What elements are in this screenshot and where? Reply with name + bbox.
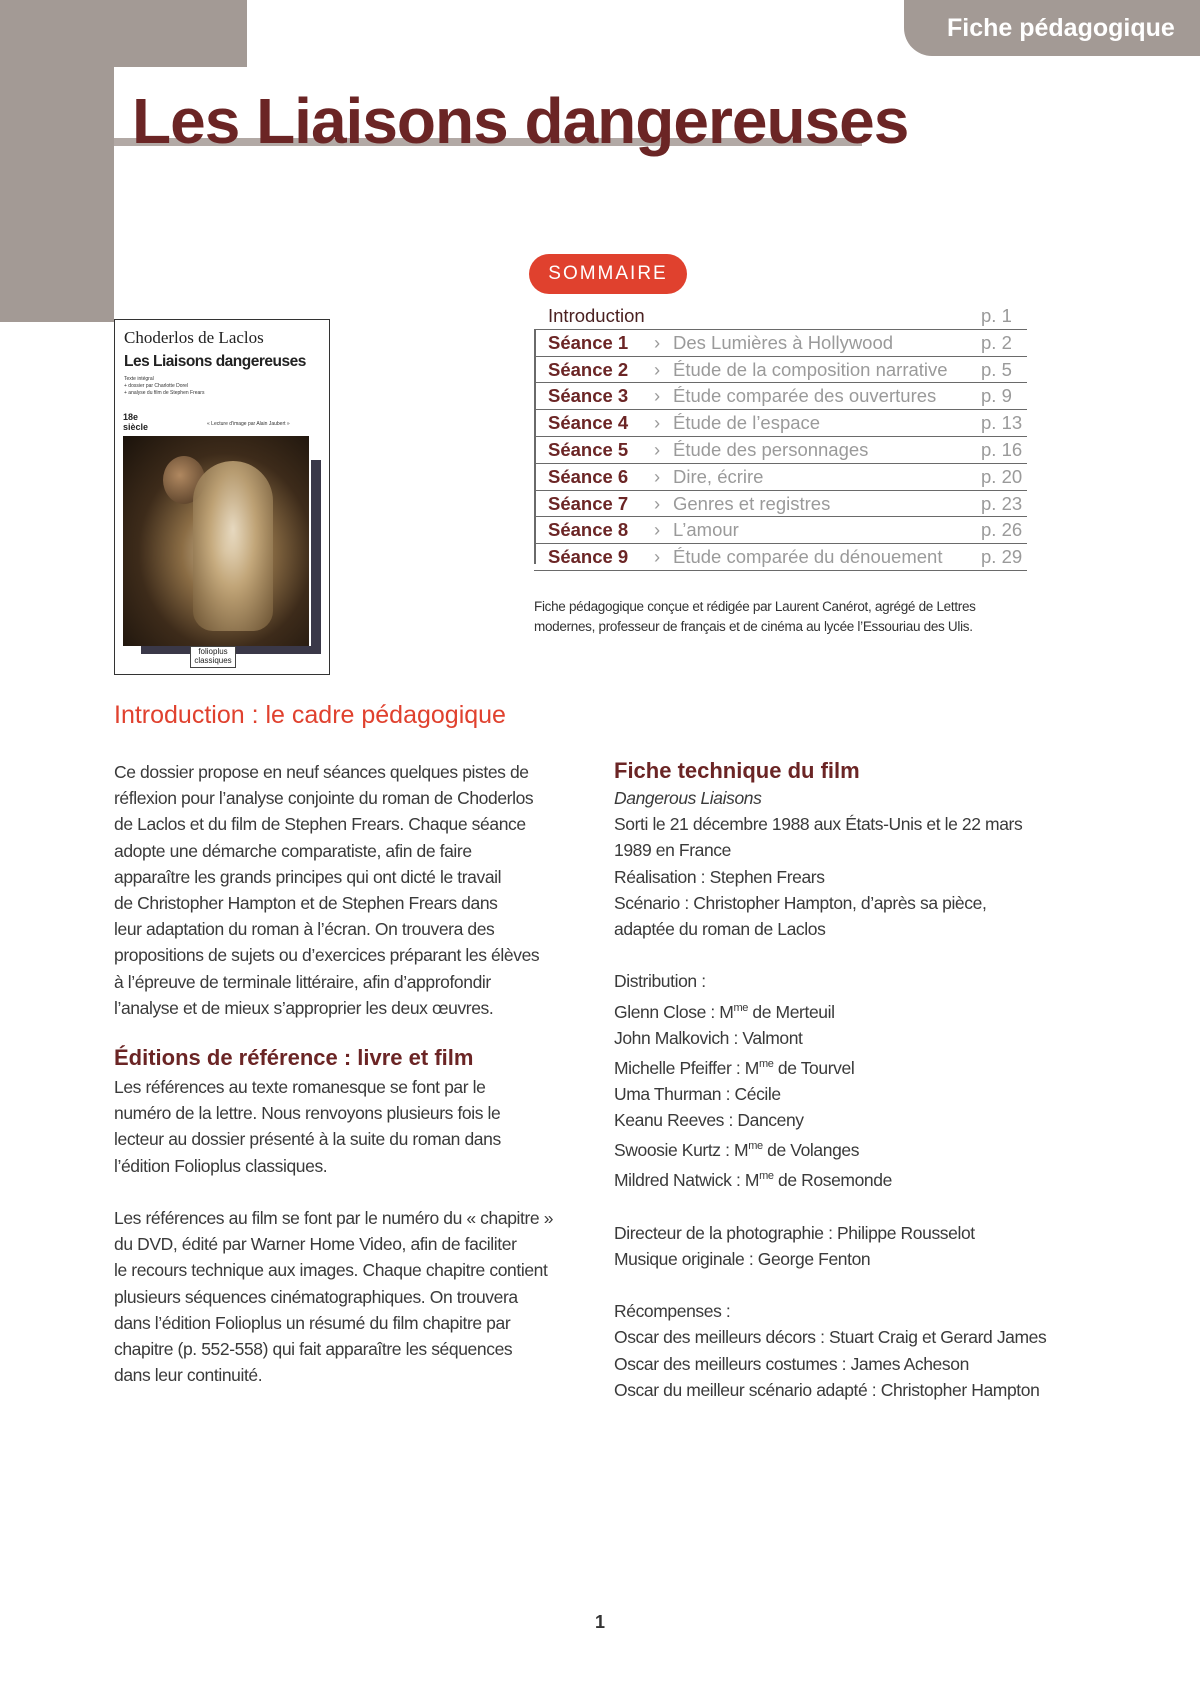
text-line: Ce dossier propose en neuf séances quelques pistes de — [114, 762, 529, 782]
cast-text: Michelle Pfeiffer : M — [614, 1057, 759, 1078]
cast-member — [614, 1163, 1046, 1193]
toc-entry-title: Étude de l’espace — [673, 412, 821, 434]
toc-arrow-icon: › — [654, 492, 661, 514]
cast-text: de Volanges — [762, 1140, 860, 1161]
text-line: apparaître les grands principes qui ont dicté le travail — [114, 866, 502, 887]
cover-image-credit: « Lecture d'image par Alain Jaubert » — [207, 421, 290, 427]
text-line: adopte une démarche comparatiste, afin de faire — [114, 840, 472, 861]
toc-label: Séance 5 — [548, 438, 629, 460]
editions-paragraph-2 — [114, 1205, 553, 1388]
toc-row — [534, 491, 1027, 518]
award-line: Oscar des meilleurs décors : Stuart Craig et Gerard James — [614, 1327, 1047, 1348]
text-line: de Laclos et du film de Stephen Frears. Chaque séance — [114, 814, 526, 835]
toc-label: Séance 7 — [548, 492, 629, 514]
toc-label: Séance 1 — [548, 331, 629, 353]
cast-member — [614, 1133, 1046, 1163]
toc-row — [534, 544, 1027, 571]
cast-text: Mildred Natwick : M — [614, 1170, 760, 1191]
text-line: Réalisation : Stephen Frears — [614, 866, 825, 887]
toc-arrow-icon: › — [654, 412, 661, 434]
fiche-heading: Fiche technique du film — [614, 758, 860, 783]
cast-member — [614, 1051, 1046, 1081]
toc-label: Introduction — [548, 305, 645, 326]
fiche-technique — [614, 785, 1046, 1403]
toc-arrow-icon: › — [654, 546, 661, 568]
toc-row — [534, 383, 1027, 410]
header-tab-label: Fiche pédagogique — [947, 14, 1175, 42]
toc-entry-title: Genres et registres — [673, 492, 831, 514]
cast-text: Swoosie Kurtz : M — [614, 1140, 749, 1161]
toc-page-number: p. 5 — [981, 358, 1012, 380]
paragraph-spacer — [614, 942, 1046, 968]
text-line: lecteur au dossier présenté à la suite du roman dans — [114, 1129, 501, 1150]
painting-figure — [193, 461, 273, 631]
distribution-label: Distribution : — [614, 971, 706, 992]
text-line: dans l’édition Folioplus un résumé du film chapitre par — [114, 1312, 511, 1333]
toc-entry-title: Étude comparée des ouvertures — [673, 385, 937, 407]
author-credit — [534, 597, 1034, 637]
toc-label: Séance 8 — [548, 519, 629, 541]
cover-subtitle-line: + analyse du film de Stephen Frears — [124, 390, 205, 396]
cast-text: de Rosemonde — [773, 1170, 892, 1191]
text-line: de Christopher Hampton et de Stephen Frears dans — [114, 893, 498, 914]
text-line: adaptée du roman de Laclos — [614, 919, 826, 940]
cover-subtitle-line: + dossier par Charlotte Dorel — [124, 383, 189, 389]
toc-page-number: p. 20 — [981, 465, 1023, 487]
paragraph-spacer — [614, 1193, 1046, 1219]
book-cover — [114, 319, 330, 675]
awards-label: Récompenses : — [614, 1301, 731, 1322]
toc-page-number: p. 13 — [981, 412, 1023, 434]
cast-text: Glenn Close : M — [614, 1001, 734, 1022]
cast-member — [614, 995, 1046, 1025]
cast-member — [614, 1081, 1046, 1107]
toc-arrow-icon: › — [654, 519, 661, 541]
cast-title-sup: me — [733, 1001, 748, 1014]
intro-heading: Introduction : le cadre pédagogique — [114, 701, 506, 729]
text-line: l’édition Folioplus classiques. — [114, 1155, 328, 1176]
toc-entry-title: L’amour — [673, 519, 739, 541]
toc-page-number: p. 1 — [981, 305, 1012, 326]
toc-label: Séance 9 — [548, 546, 629, 568]
cover-painting — [123, 436, 309, 646]
text-line: 1989 en France — [614, 840, 731, 861]
toc-page-number: p. 16 — [981, 438, 1023, 460]
text-line: dans leur continuité. — [114, 1365, 263, 1386]
toc-entry-title: Des Lumières à Hollywood — [673, 331, 894, 353]
cover-title: Les Liaisons dangereuses — [124, 353, 306, 370]
text-line: plusieurs séquences cinématographiques. On trouvera — [114, 1286, 518, 1307]
crew-line: Directeur de la photographie : Philippe Rousselot — [614, 1222, 975, 1243]
toc-page-number: p. 26 — [981, 519, 1023, 541]
text-line: l’analyse et de mieux s’approprier les deux œuvres. — [114, 997, 494, 1018]
text-line: Scénario : Christopher Hampton, d’après sa pièce, — [614, 892, 987, 913]
cast-title-sup: me — [748, 1140, 763, 1153]
award-line: Oscar des meilleurs costumes : James Acheson — [614, 1353, 969, 1374]
cast-text: John Malkovich : Valmont — [614, 1027, 803, 1048]
text-line: Les références au film se font par le numéro du « chapitre » — [114, 1208, 554, 1228]
text-line: Sorti le 21 décembre 1988 aux États-Unis et le 22 mars — [614, 814, 1023, 835]
toc-row — [534, 303, 1027, 330]
toc-arrow-icon: › — [654, 331, 661, 353]
text-line: Les références au texte romanesque se font par le — [114, 1077, 486, 1097]
page-number: 1 — [594, 1612, 605, 1632]
text-line: leur adaptation du roman à l’écran. On trouvera des — [114, 919, 495, 940]
table-of-contents — [534, 303, 1027, 571]
cover-author: Choderlos de Laclos — [124, 328, 264, 347]
cast-text: Keanu Reeves : Danceny — [614, 1110, 804, 1131]
toc-entry-title: Étude comparée du dénouement — [673, 546, 943, 568]
text-line: réflexion pour l’analyse conjointe du roman de Choderlos — [114, 788, 534, 809]
toc-page-number: p. 2 — [981, 331, 1012, 353]
page-title: Les Liaisons dangereuses — [132, 85, 909, 157]
toc-row — [534, 357, 1027, 384]
toc-page-number: p. 23 — [981, 492, 1023, 514]
toc-label: Séance 4 — [548, 412, 629, 434]
credit-line: Fiche pédagogique conçue et rédigée par Laurent Canérot, agrégé de Lettres — [534, 599, 976, 614]
toc-page-number: p. 29 — [981, 546, 1023, 568]
toc-row — [534, 464, 1027, 491]
text-line: propositions de sujets ou d’exercices préparant les élèves — [114, 945, 540, 966]
cast-text: Uma Thurman : Cécile — [614, 1083, 781, 1104]
toc-row — [534, 410, 1027, 437]
cover-subtitle-line: Texte intégral — [124, 376, 154, 382]
toc-row — [534, 517, 1027, 544]
text-line: le recours technique aux images. Chaque chapitre contient — [114, 1260, 548, 1281]
cast-member — [614, 1025, 1046, 1051]
toc-entry-title: Étude de la composition narrative — [673, 358, 948, 380]
editions-heading: Éditions de référence : livre et film — [114, 1045, 474, 1070]
cover-century-badge: 18e siècle — [123, 412, 149, 432]
cast-text: de Tourvel — [773, 1057, 855, 1078]
toc-arrow-icon: › — [654, 358, 661, 380]
toc-arrow-icon: › — [654, 465, 661, 487]
corner-block-side — [0, 0, 114, 322]
crew-line: Musique originale : George Fenton — [614, 1248, 871, 1269]
intro-paragraph — [114, 759, 539, 1021]
cast-title-sup: me — [759, 1170, 774, 1183]
text-line: numéro de la lettre. Nous renvoyons plusieurs fois le — [114, 1103, 501, 1124]
toc-page-number: p. 9 — [981, 385, 1012, 407]
toc-label: Séance 2 — [548, 358, 629, 380]
text-line: chapitre (p. 552-558) qui fait apparaître les séquences — [114, 1339, 513, 1360]
text-line: du DVD, édité par Warner Home Video, afin de faciliter — [114, 1234, 517, 1255]
cast-member — [614, 1107, 1046, 1133]
sommaire-badge: SOMMAIRE — [529, 254, 687, 294]
header-tab — [904, 0, 1200, 56]
toc-label: Séance 6 — [548, 465, 629, 487]
text-line: à l’épreuve de terminale littéraire, afin d’approfondir — [114, 971, 491, 992]
toc-arrow-icon: › — [654, 385, 661, 407]
paragraph-spacer — [614, 1272, 1046, 1298]
cover-shadow — [311, 460, 321, 646]
cast-text: de Merteuil — [747, 1001, 835, 1022]
credit-line: modernes, professeur de français et de cinéma au lycée l’Essouriau des Ulis. — [534, 619, 973, 634]
folioplus-logo: folioplus classiques — [190, 646, 236, 668]
toc-label: Séance 3 — [548, 385, 629, 407]
award-line: Oscar du meilleur scénario adapté : Christopher Hampton — [614, 1379, 1040, 1400]
toc-arrow-icon: › — [654, 438, 661, 460]
cast-title-sup: me — [758, 1057, 774, 1070]
editions-paragraph-1 — [114, 1074, 501, 1179]
toc-entry-title: Dire, écrire — [673, 465, 764, 487]
toc-row — [534, 437, 1027, 464]
film-title: Dangerous Liaisons — [614, 788, 762, 808]
toc-entry-title: Étude des personnages — [673, 438, 869, 460]
toc-row — [534, 330, 1027, 357]
